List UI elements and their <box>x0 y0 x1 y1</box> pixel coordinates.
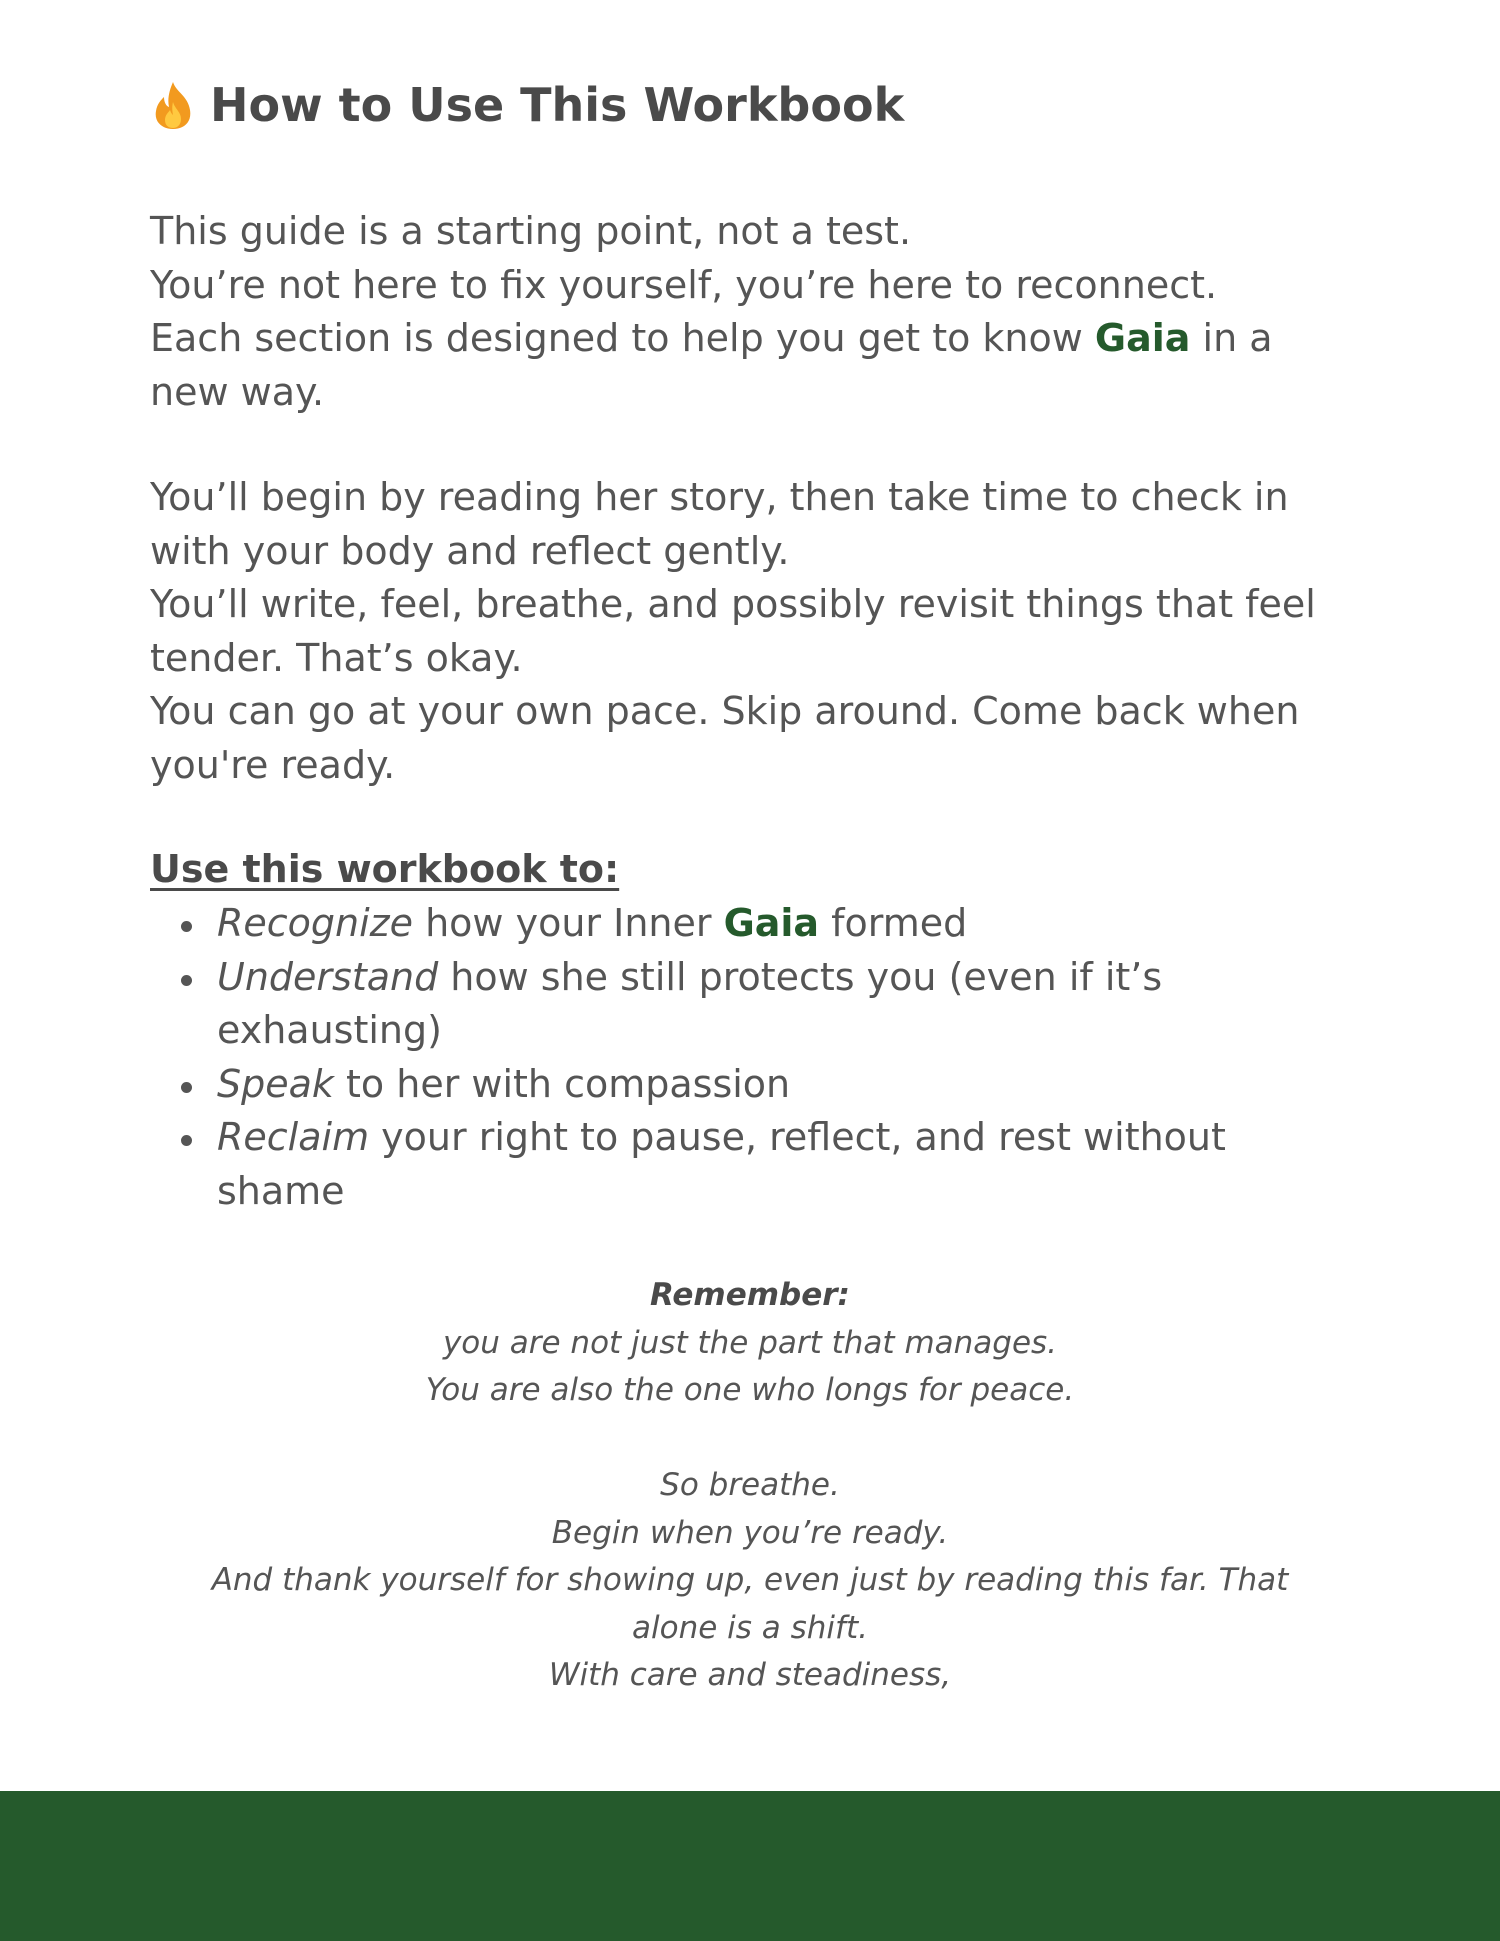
bullet-dot <box>181 921 192 932</box>
item-verb: Understand <box>217 954 439 999</box>
bullet-dot <box>181 975 192 986</box>
process-line: You’ll write, feel, breathe, and possibly revisit things that feel <box>150 582 1316 626</box>
process-line: You’ll begin by reading her story, then take time to check in <box>150 475 1289 519</box>
process-line: with your body and reflect gently. <box>150 528 790 573</box>
intro-line: This guide is a starting point, not a test. <box>150 209 912 253</box>
remember-heading: Remember: <box>650 1277 850 1313</box>
list-item <box>150 1058 1350 1112</box>
item-text: exhausting) <box>217 1008 442 1052</box>
use-list-heading: Use this workbook to: <box>150 847 620 891</box>
bullet-dot <box>181 1135 192 1146</box>
process-line: tender. That’s okay. <box>150 635 523 680</box>
gaia-highlight: Gaia <box>1094 316 1191 360</box>
bullet-dot <box>181 1082 192 1093</box>
fire-icon <box>150 80 196 130</box>
intro-text: in a <box>1190 316 1273 360</box>
item-text: how your Inner <box>413 901 724 945</box>
item-verb: Speak <box>217 1061 334 1106</box>
footer-bar <box>0 1791 1500 1941</box>
item-verb: Recognize <box>217 901 414 945</box>
gaia-highlight: Gaia <box>723 901 820 945</box>
intro-line: You’re not here to fix yourself, you’re here to reconnect. <box>150 262 1218 307</box>
process-paragraph <box>150 471 1350 792</box>
process-line: you're ready. <box>150 742 396 787</box>
item-text: to her with compassion <box>333 1061 791 1106</box>
item-text: how she still protects you (even if it’s <box>438 954 1163 999</box>
remember-line: So breathe. <box>660 1467 840 1503</box>
item-verb: Reclaim <box>217 1115 370 1159</box>
page-title <box>150 78 904 132</box>
remember-line: Begin when you’re ready. <box>551 1514 949 1551</box>
remember-line: And thank yourself for showing up, even just by reading this far. That <box>211 1562 1289 1598</box>
intro-text: Each section is designed to help you get to know <box>150 316 1095 360</box>
remember-line: You are also the one who longs for peace. <box>425 1372 1075 1408</box>
item-text: your right to pause, reflect, and rest without <box>369 1115 1226 1159</box>
use-list <box>150 897 1350 1218</box>
list-item <box>150 1111 1350 1218</box>
title-text: How to Use This Workbook <box>210 78 905 132</box>
remember-line: With care and steadiness, <box>548 1657 952 1693</box>
process-line: You can go at your own pace. Skip around. Come back when <box>150 689 1300 733</box>
list-item <box>150 897 1350 951</box>
remember-line: alone is a shift. <box>632 1609 868 1646</box>
spacer <box>150 1415 1350 1463</box>
remember-block <box>150 1272 1350 1700</box>
intro-paragraph <box>150 205 1350 419</box>
item-text: formed <box>819 901 968 945</box>
remember-line: you are not just the part that manages. <box>442 1324 1058 1361</box>
item-text: shame <box>217 1168 345 1213</box>
list-item <box>150 951 1350 1058</box>
intro-line: new way. <box>150 369 325 414</box>
intro-line <box>150 312 1350 366</box>
